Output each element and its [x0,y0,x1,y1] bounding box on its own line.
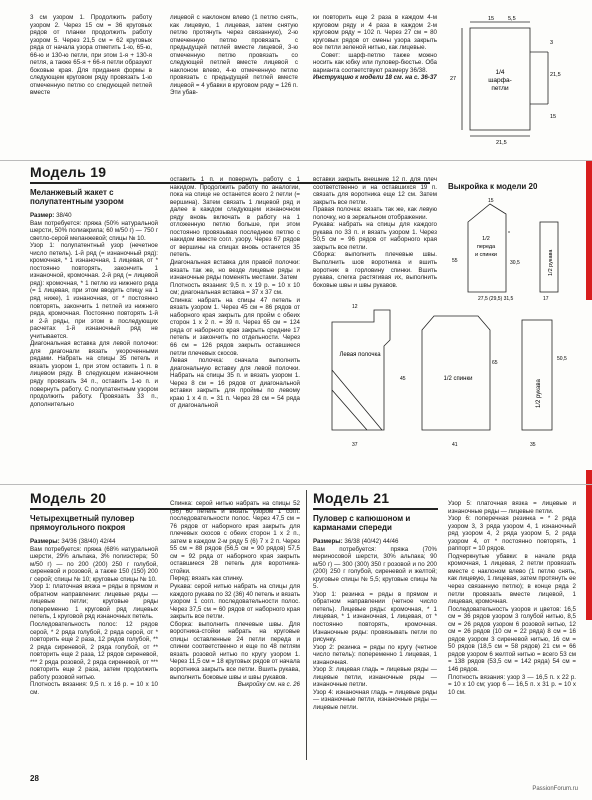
pattern-1: Узор 1: полупатентный узор (нечетное число петель). 1-й ряд (= изнаночный ряд): кромочная, * 1 изнаночная, 1 лицевая, от * постоянно повторять, закончить 1 изнаночной, кромочная. 2-й ряд (= лицевой ряд): кромочная, * 1 петлю из нижнего ряда (= 1 лицевая, при этом вводить спицу на 1 ряд ниже), 1 изнаночная, от * постоянно повторять, закончить 1 петлей из нижнего ряда, кромочная. Постоянно повторять 1-й и 2-й ряды, при этом в последующих расчетах 1-й изнаночный ряд не учитывается. [30,242,158,340]
left-front-label: Левая полочка [339,352,381,358]
watermark-footer: PassionForum.ru [532,786,578,792]
materials: Вам потребуется: пряжа (68% натуральной шерсти, 29% альпака, 3% полиэстера; 50 м/50 г) — по 200 (200) 250 г голубой, сиреневой и розовой, а также 150 (150) 200 г серой; спицы № 10; круговые спицы № 10. [30,545,158,583]
top-col-2 [170,14,298,97]
sleeve-diagram-label: 1/2 рукава [536,379,542,408]
svg-text:3: 3 [550,40,554,46]
svg-text:35: 35 [530,442,536,448]
svg-text:45: 45 [400,376,406,382]
model-20-col-2 [170,500,300,689]
svg-text:37: 37 [352,442,358,448]
pattern-3: Узор 3: лицевая гладь = лицевые ряды — лицевые петли, изнаночные ряды — изнаночные петли. [313,666,437,689]
sleeves-instructions: Рукава: серой нитью набрать на спицы для каждого рукава по 32 (36) 40 петель и вязать узором 1 согл. последовательности полос. Через 37,5 см = 60 рядов от наборного края закрыть все петли. [170,583,300,621]
scarf-label-1: 1/4 [495,69,505,76]
model-20-subtitle: Четырехцветный пуловер прямоугольного покроя [30,514,135,532]
size-label: Размеры: [30,538,60,545]
svg-text:55: 55 [452,258,458,264]
svg-text:15: 15 [488,198,494,204]
svg-text:5,5: 5,5 [508,16,516,22]
assembly-instructions: Сборка: выполнить плечевые швы. Выполнить шов воротника и вшить воротник в горловину спинки. Вшить рукава, слегка растягивая их, выполнить боковые швы и швы рукавов. [313,251,437,289]
size-value: 34/36 (38/40) 42/44 [61,538,116,545]
top-col-1 [30,14,152,97]
sleeve-label: 1/2 рукава [548,249,554,276]
svg-text:27,5 (29,5) 31,5: 27,5 (29,5) 31,5 [478,296,514,302]
right-front-instructions: Правая полочка: вязать так же, как левую полочку, но в зеркальном отображении. [313,206,437,221]
back-label: 1/2 спинки [443,376,473,382]
text-block: ки повторить еще 2 раза в каждом 4-м круговом ряду и 4 раза в каждом 2-м круговом ряду = 102 п. Через 27 см = 80 круговых рядов от смены узора закрыть все петли зеленой нитью, как лицевые. [313,14,437,52]
svg-text:17: 17 [543,296,549,302]
stripe-sequence: Последовательность полос: 12 рядов серой, * 2 ряда голубой, 2 ряда серой, от * повторить еще 2 раза, 12 рядов голубой, ** 2 ряда сиреневой, 2 ряда голубой, от ** повторить еще 2 раза, 12 рядов сиреневой, *** 2 ряда розовой, 2 ряда сиреневой, от *** повторить еще 2 раза, затем продолжить работу розовой нитью. [30,621,158,681]
svg-text:30,5: 30,5 [510,260,520,266]
materials: Вам потребуется: пряжа (70% мериносовой шерсти, 30% альпака; 90 м/50 г) — 300 (300) 350 г розовой и по 200 (200) 250 г голубой, сиреневой и желтой; круговые спицы № 5,5; круговые спицы № 5. [313,545,437,591]
top-col-3 [313,14,437,82]
svg-text:41: 41 [452,442,458,448]
section-divider-1 [0,160,592,161]
svg-text:переда: переда [476,244,496,250]
model-19-title: Модель 19 [30,164,107,180]
red-side-tab-top [586,160,592,300]
svg-text:65: 65 [492,360,498,366]
text-block: вставки закрыть внешние 12 п. для плеч соответственно и на оставшихся 19 п. связать для воротника еще 12 см. Затем закрыть все петли. [313,176,437,206]
pattern-1: Узор 1: платочная вязка = ряды в прямом и обратном направлении: лицевые ряды — лицевые петли; круговые ряды попеременно 1 круговой ряд лицевых петель, 1 круговой ряд изнаночных петель. [30,583,158,621]
front-instructions: Перед: вязать как спинку. [170,575,244,583]
model-19-pattern-diagram [312,300,587,450]
svg-text:1/2: 1/2 [482,236,490,242]
text-block: лицевой с наклоном влево (1 петлю снять, как лицевую, 1 лицевая, затем снятую петлю протянуть через связанную), 2-ю отмеченную петлю провязать с предыдущей петлей вместе лицевой, 3-ю отмеченную петлю провязать со следующей петлей вместе лицевой с наклоном влево, 4-ю отмеченную петлю провязать с предыдущей петлей вместе лицевой = 4 убавки в круговом ряду = 126 п. Эти убав- [170,14,298,97]
diagonal-insert-right: Диагональная вставка для правой полочки: вязать так же, но везде лицевые ряды и изнаночные ряды поменять местами. Затем [170,259,300,282]
section-divider-2 [0,484,592,485]
pattern-color-sequence: Последовательность узоров и цветов: 16,5 см = 36 рядов узором 3 голубой нитью, 8,5 см = 26 рядов узором 6 розовой нитью, 12 см = 26 рядов (10 см = 22 ряда) 8 см = 16 рядов узором 3 сиреневой нитью, 16 см = 50 рядов (18,5 см = 58 рядов) 21 см = 66 рядов узором 6 желтой нитью = всего 53 см = 138 рядов (53,5 см = 142 ряда) 54 см = 146 рядов. [448,605,576,674]
model-21-subtitle: Пуловер с капюшоном и карманами спереди [313,514,411,532]
materials: Вам потребуется: пряжа (50% натуральной шерсти, 50% полиакрила; 60 м/50 г) — 750 г светло-серой меланжевой; спицы № 10. [30,219,158,242]
diagonal-insert-left: Диагональная вставка для левой полочки: для диагонали вязать укороченными рядами. Набрать на спицы 35 петель и вязать узором 1, при этом оставить 1 п. в лицевом ряду. В следующем изнаночном ряду провязать 34 п., оставить 1-ю п. и повернуть работу. С полупатентным узором продолжить работу. Провязать 33 п., дополнительно [30,340,158,408]
left-front-instructions: Левая полочка: сначала выполнить диагональную вставку для левой полочки. Набрать на спицы 35 п. и вязать узором 1. Через 8 см = 16 рядов от диагональной вставки закрыть для проймы по левому краю 1 х 4 п. = 31 п. Через 28 см = 54 ряда от диагональной [170,357,300,410]
see-more-ref: Выкройку см. на с. 26 [237,681,300,689]
pattern-20-title: Выкройка к модели 20 [448,182,538,191]
pattern-1: Узор 1: резинка = ряды в прямом и обратном направлении (четное число петель). Лицевые ряды: кромочная, * 1 лицевая, * 1 изнаночная, 1 лицевая, от * постоянно повторять, кромочная. Изнаночные ряды: провязывать петли по рисунку. [313,590,437,644]
svg-text:50,5: 50,5 [557,356,567,362]
model-21-col-2 [448,500,576,696]
pattern-4: Узор 4: изнаночная гладь = лицевые ряды — изнаночные петли, изнаночные ряды — лицевые петли. [313,688,437,712]
sleeves-instructions: Рукава: набрать на спицы для каждого рукава по 33 п. и вязать узором 1. Через 50,5 см = 96 рядов от наборного края закрыть все петли. [313,221,437,251]
size-label: Размеры: [313,538,343,545]
svg-text:12: 12 [352,304,358,310]
size-label: Размер: [30,212,55,219]
text-block: оставить 1 п. и повернуть работу с 1 накидом. Продолжить работу по аналогии, пока на спице не останется всего 2 петли (= вершина). Затем связать 1 лицевой ряд и далее в каждом следующем изнаночном ряду вновь включать в работу на 1 отложенную петлю больше, при этом постоянно провязывая последнюю петлю с накидом вместе согл. узору. Через 67 рядов от вершины на спицах вновь останется 35 петель. [170,176,300,259]
model-19-col-3 [313,176,437,289]
svg-text:21,5: 21,5 [550,72,561,78]
model-21-heading [313,490,438,510]
svg-text:15: 15 [488,16,495,22]
model-19-subtitle: Меланжевый жакет с полупатентным узором [30,188,124,206]
decreases: Подчеркнутые убавки: в начале ряда кромочная, 1 лицевая, 2 петли провязать вместе с наклоном влево (1 петлю снять, как лицевую, 1 лицевая, затем протянуть ее через связанную петлю); в конце ряда 2 петли провязать вместе лицевой, 1 лицевая, кромочная. [448,552,576,606]
svg-text:и спинки: и спинки [475,252,497,258]
svg-text:21,5: 21,5 [496,140,507,146]
model-20-col-1 [30,538,158,696]
model-21-title: Модель 21 [313,490,390,506]
model-21-col-1 [313,538,437,712]
size-value: 36/38 (40/42) 44/46 [344,538,399,545]
scarf-label-2: шарфа- [488,77,512,84]
pattern-2: Узор 2: резинка = ряды по кругу (четное число петель): попеременно 1 лицевая, 1 изнаночная. [313,643,437,666]
model-19-col-2 [170,176,300,410]
instruction-ref: Инструкцию к модели 18 см. на с. 36-37 [313,74,437,82]
text-block: 3 см узором 1. Продолжить работу узором 2. Через 15 см = 36 круговых рядов от планки продолжить работу узором 5. Через 21,5 см = 62 круговых ряда от начала узора отметить 1-ю, 65-ю, 66-ю и 130-ю петли, при этом 1-я + 130-я петля, а также 65-я + 66-я петли образуют боковые края. Для придания формы в следующем круговом ряду провязать 1-ю отмеченную петлю со следующей петлей вместе [30,14,152,97]
model-20-title: Модель 20 [30,490,107,506]
model-20-pattern-diagram [448,192,584,302]
gauge: Плотность вязания: 9,5 п. х 16 р. = 10 х 10 см. [30,681,158,696]
back-instructions: Спинка: набрать на спицы 47 петель и вязать узором 1. Через 45 см = 86 рядов от наборного края закрыть для пройм с обеих сторон 1 х 2 п. = 39 п. Через 65 см = 124 ряда от наборного края закрыть средние 17 петель и закончить по отдельности. Через 66 см = 126 рядов закрыть оставшиеся петли плечевых скосов. [170,296,300,357]
pattern-5: Узор 5: платочная вязка = лицевые и изнаночные ряды — лицевые петли. [448,500,576,515]
red-side-tab-bottom [586,470,592,620]
scarf-label-3: петли [491,85,509,92]
scarf-pattern-diagram [448,14,583,154]
pattern-6: Узор 6: поперечная резинка = * 2 ряда узором 3, 3 ряда узором 4, 1 изнаночный ряд узором 4, 2 ряда узором 5, 2 ряда узором 4, от * постоянно повторять, 1 раппорт = 10 рядов. [448,515,576,553]
svg-text:15: 15 [550,114,557,120]
back-instructions: Спинка: серой нитью набрать на спицы 52 (56) 60 петель и вязать узором 1 согл. последовательности полос. Через 47,5 см = 76 рядов от наборного края закрыть для плечевых скосов с обеих сторон 1 х 2 п., затем в каждом 2-м ряду 5 (6) 7 х 2 п. Через 55 см = 88 рядов (56,5 см = 90 рядов) 57,5 см = 92 ряда от наборного края закрыть оставшиеся 28 петель для воротника-стойки. [170,500,300,575]
size-value: 38/40 [56,212,72,219]
svg-text:27: 27 [450,76,457,82]
gauge: Плотность вязания: 9,5 п. х 19 р. = 10 х 10 см; диагональная вставка = 37 х 37 см. [170,281,300,297]
column-separator [306,490,307,760]
assembly-instructions: Сборка: выполнить плечевые швы. Для воротника-стойки набрать на круговые спицы оставленные 24 петли переда и спинки соответственно и еще по 48 петлям вязать розовой нитью по кругу узором 1. Через 11,5 см = 18 круговых рядов от начала воротника закрыть все петли. Вшить рукава, выполнить боковые швы и швы рукавов. [170,620,300,681]
model-19-col-1 [30,212,158,408]
gauge: Плотность вязания: узор 3 — 16,5 п. х 22 р. = 10 х 10 см; узор 6 — 16,5 п. х 31 р. = 10 х 10 см. [448,673,576,696]
advice-text: Совет: шарф-петлю также можно носить как юбку или пуловер-бюстье. Оба варианта соответствуют размеру 36/38. [313,51,437,74]
page-number: 28 [30,774,39,783]
